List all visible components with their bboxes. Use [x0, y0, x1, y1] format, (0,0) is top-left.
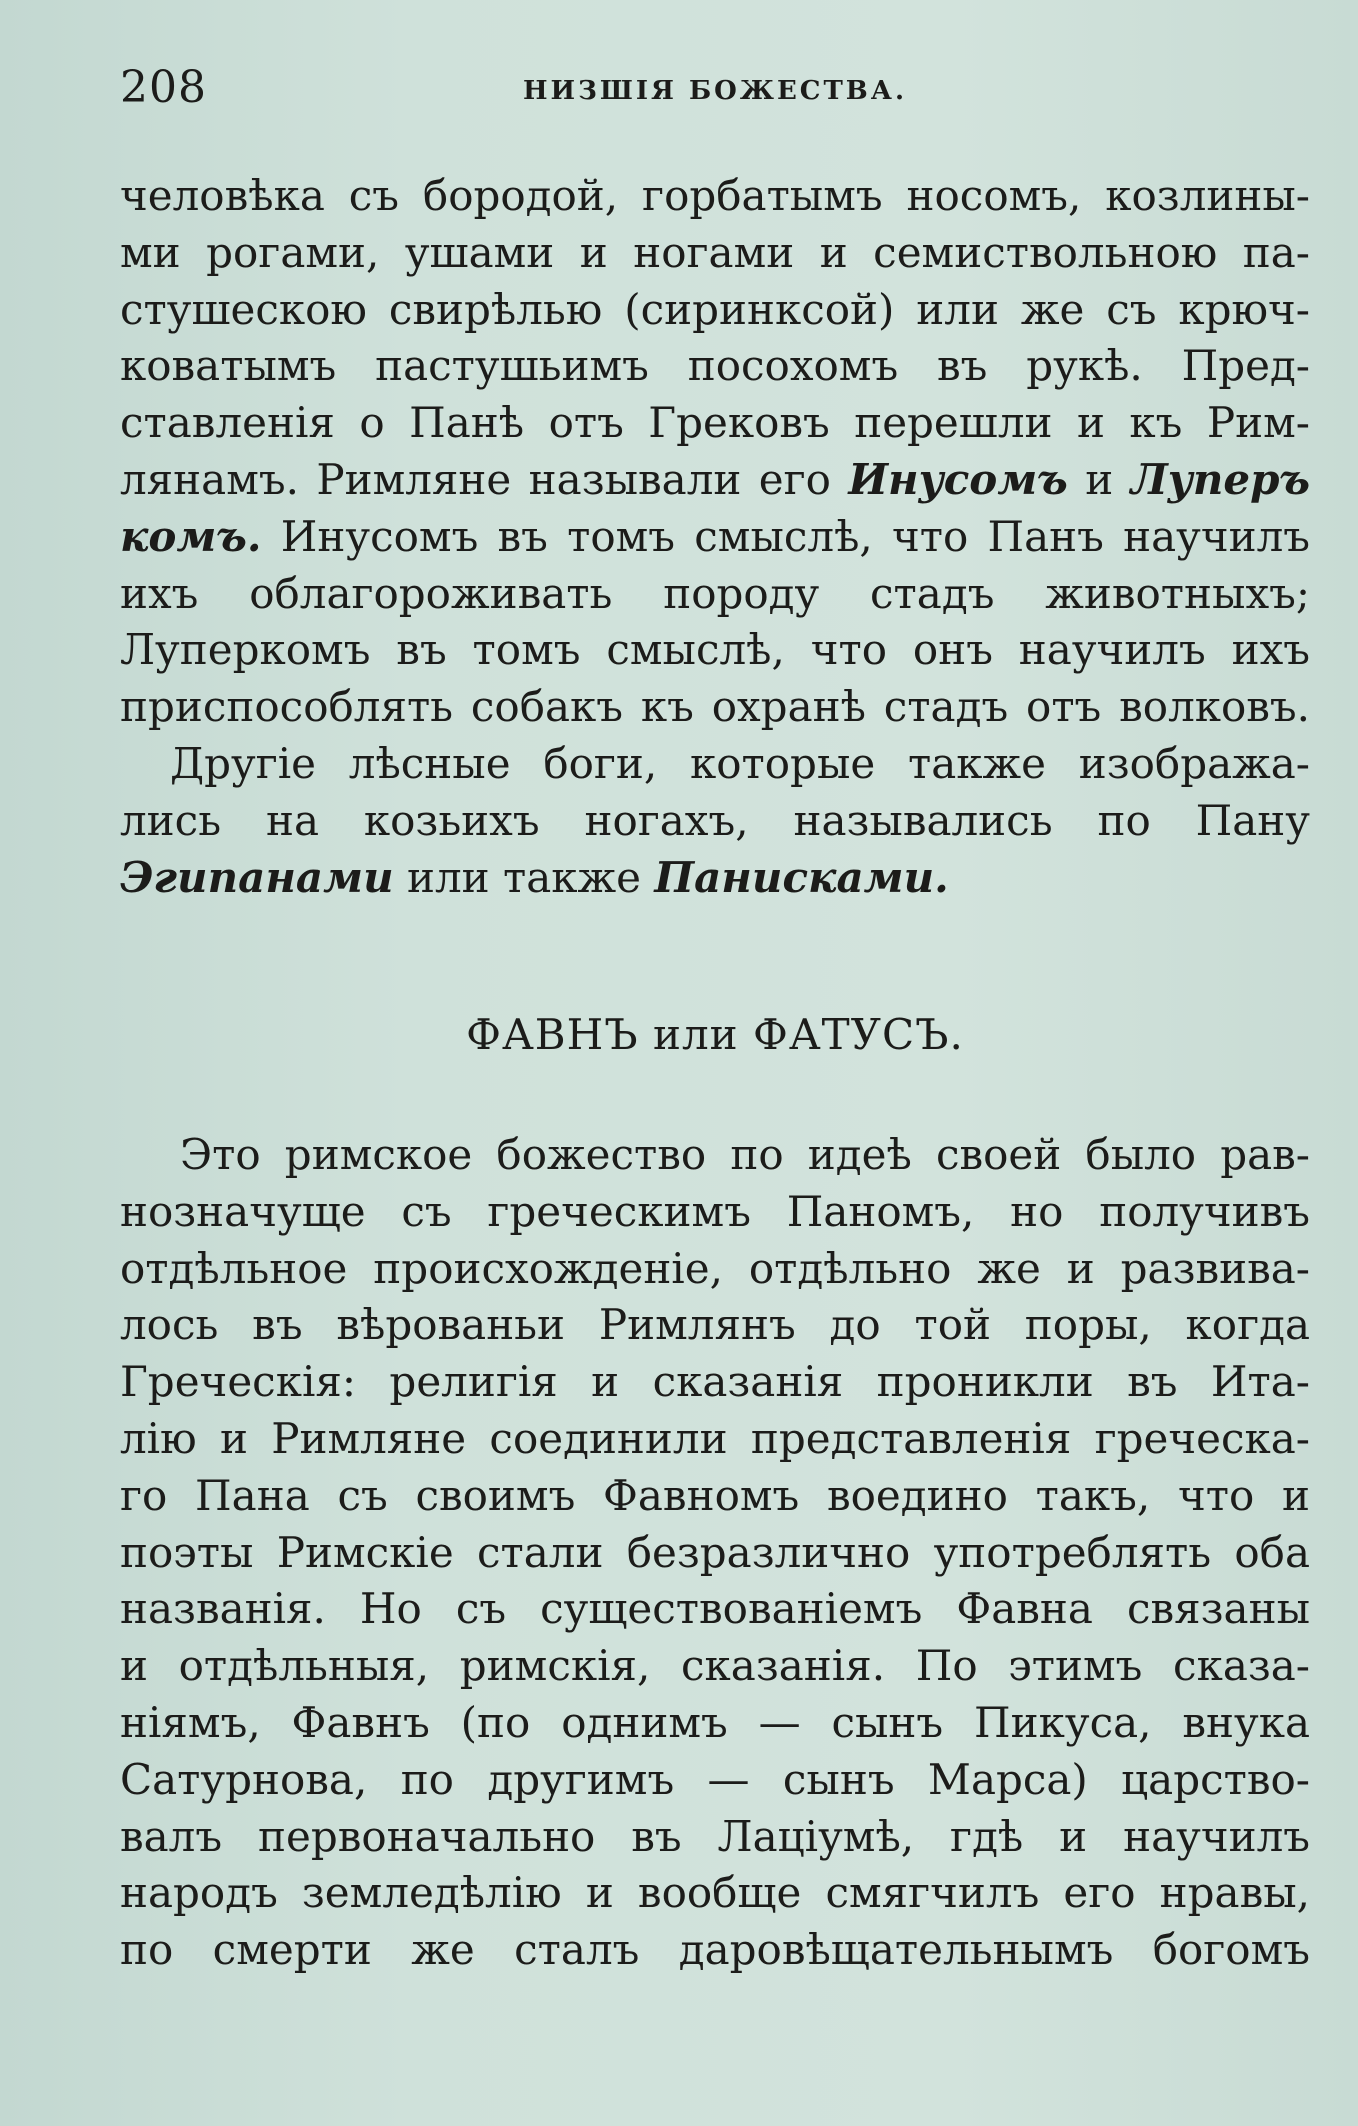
text-line: приспособлять собакъ къ охранѣ стадъ отъ волковъ.	[120, 682, 1310, 732]
text-line: названія. Но съ существованіемъ Фавна связаны	[120, 1584, 1310, 1634]
italic-term-luper-end: комъ.	[120, 511, 262, 561]
text-line: го Пана съ своимъ Фавномъ воедино такъ, что и	[120, 1470, 1310, 1520]
text-line: Другіе лѣсные боги, которые также изобража-	[170, 738, 1310, 788]
running-head	[120, 62, 1310, 122]
text-line: ми рогами, ушами и ногами и семиствольною па-	[120, 227, 1310, 277]
text-line: по смерти же сталъ даровѣщательнымъ богомъ	[120, 1925, 1310, 1975]
paragraph-faun	[120, 1127, 1310, 1979]
text-line: ихъ облагороживать породу стадъ животныхъ;	[120, 568, 1310, 618]
text-line: поэты Римскіе стали безразлично употреблять оба	[120, 1527, 1310, 1577]
text-line	[120, 452, 1310, 509]
italic-term-luper-start: Луперъ	[1130, 454, 1311, 504]
italic-term-egipan: Эгипанами	[120, 852, 394, 902]
text-line: отдѣльное происхожденіе, отдѣльно же и развива-	[120, 1243, 1310, 1293]
text-segment: или также	[406, 852, 642, 902]
text-line: Это римское божество по идеѣ своей было рав-	[180, 1130, 1310, 1179]
text-line: лось въ вѣрованьи Римлянъ до той поры, когда	[120, 1300, 1310, 1350]
text-line: лію и Римляне соединили представленія греческа-	[120, 1413, 1310, 1463]
running-title: НИЗШІЯ БОЖЕСТВА.	[522, 76, 908, 106]
text-line: нозначуще съ греческимъ Паномъ, но получивъ	[120, 1186, 1310, 1236]
text-line: ніямъ, Фавнъ (по однимъ — сынъ Пикуса, внука	[120, 1697, 1310, 1747]
text-line: народъ земледѣлію и вообще смягчилъ его нравы,	[120, 1868, 1310, 1918]
text-line: коватымъ пастушьимъ посохомъ въ рукѣ. Пред-	[120, 341, 1310, 391]
text-line: Сатурнова, по другимъ — сынъ Марса) царство-	[120, 1754, 1310, 1804]
text-line: стушескою свирѣлью (сиринксой) или же съ крюч-	[120, 284, 1310, 334]
text-segment: Инусомъ въ томъ смыслѣ, что Панъ научилъ	[280, 511, 1310, 561]
text-line: лись на козьихъ ногахъ, назывались по Пану	[120, 795, 1310, 845]
text-line: ставленія о Панѣ отъ Грековъ перешли и къ Рим-	[120, 398, 1310, 448]
page-number: 208	[120, 62, 207, 113]
text-line: Греческія: религія и сказанія проникли въ Ита-	[120, 1357, 1310, 1407]
text-line: человѣка съ бородой, горбатымъ носомъ, козлины-	[120, 171, 1310, 220]
italic-term-inus: Инусомъ	[848, 454, 1068, 504]
text-line	[120, 850, 1310, 907]
text-segment: и	[1085, 454, 1114, 504]
text-line: и отдѣльныя, римскія, сказанія. По этимъ сказа-	[120, 1641, 1310, 1691]
section-heading: ФАВНЪ или ФАТУСЪ.	[466, 1010, 964, 1059]
text-line: Луперкомъ въ томъ смыслѣ, что онъ научилъ ихъ	[120, 625, 1310, 675]
text-line: валъ первоначально въ Лаціумѣ, гдѣ и научилъ	[120, 1811, 1310, 1861]
paragraph-pan	[120, 168, 1310, 906]
text-segment: лянамъ. Римляне называли его	[120, 454, 831, 504]
text-line	[120, 509, 1310, 566]
italic-term-panisk: Панисками.	[654, 852, 949, 902]
